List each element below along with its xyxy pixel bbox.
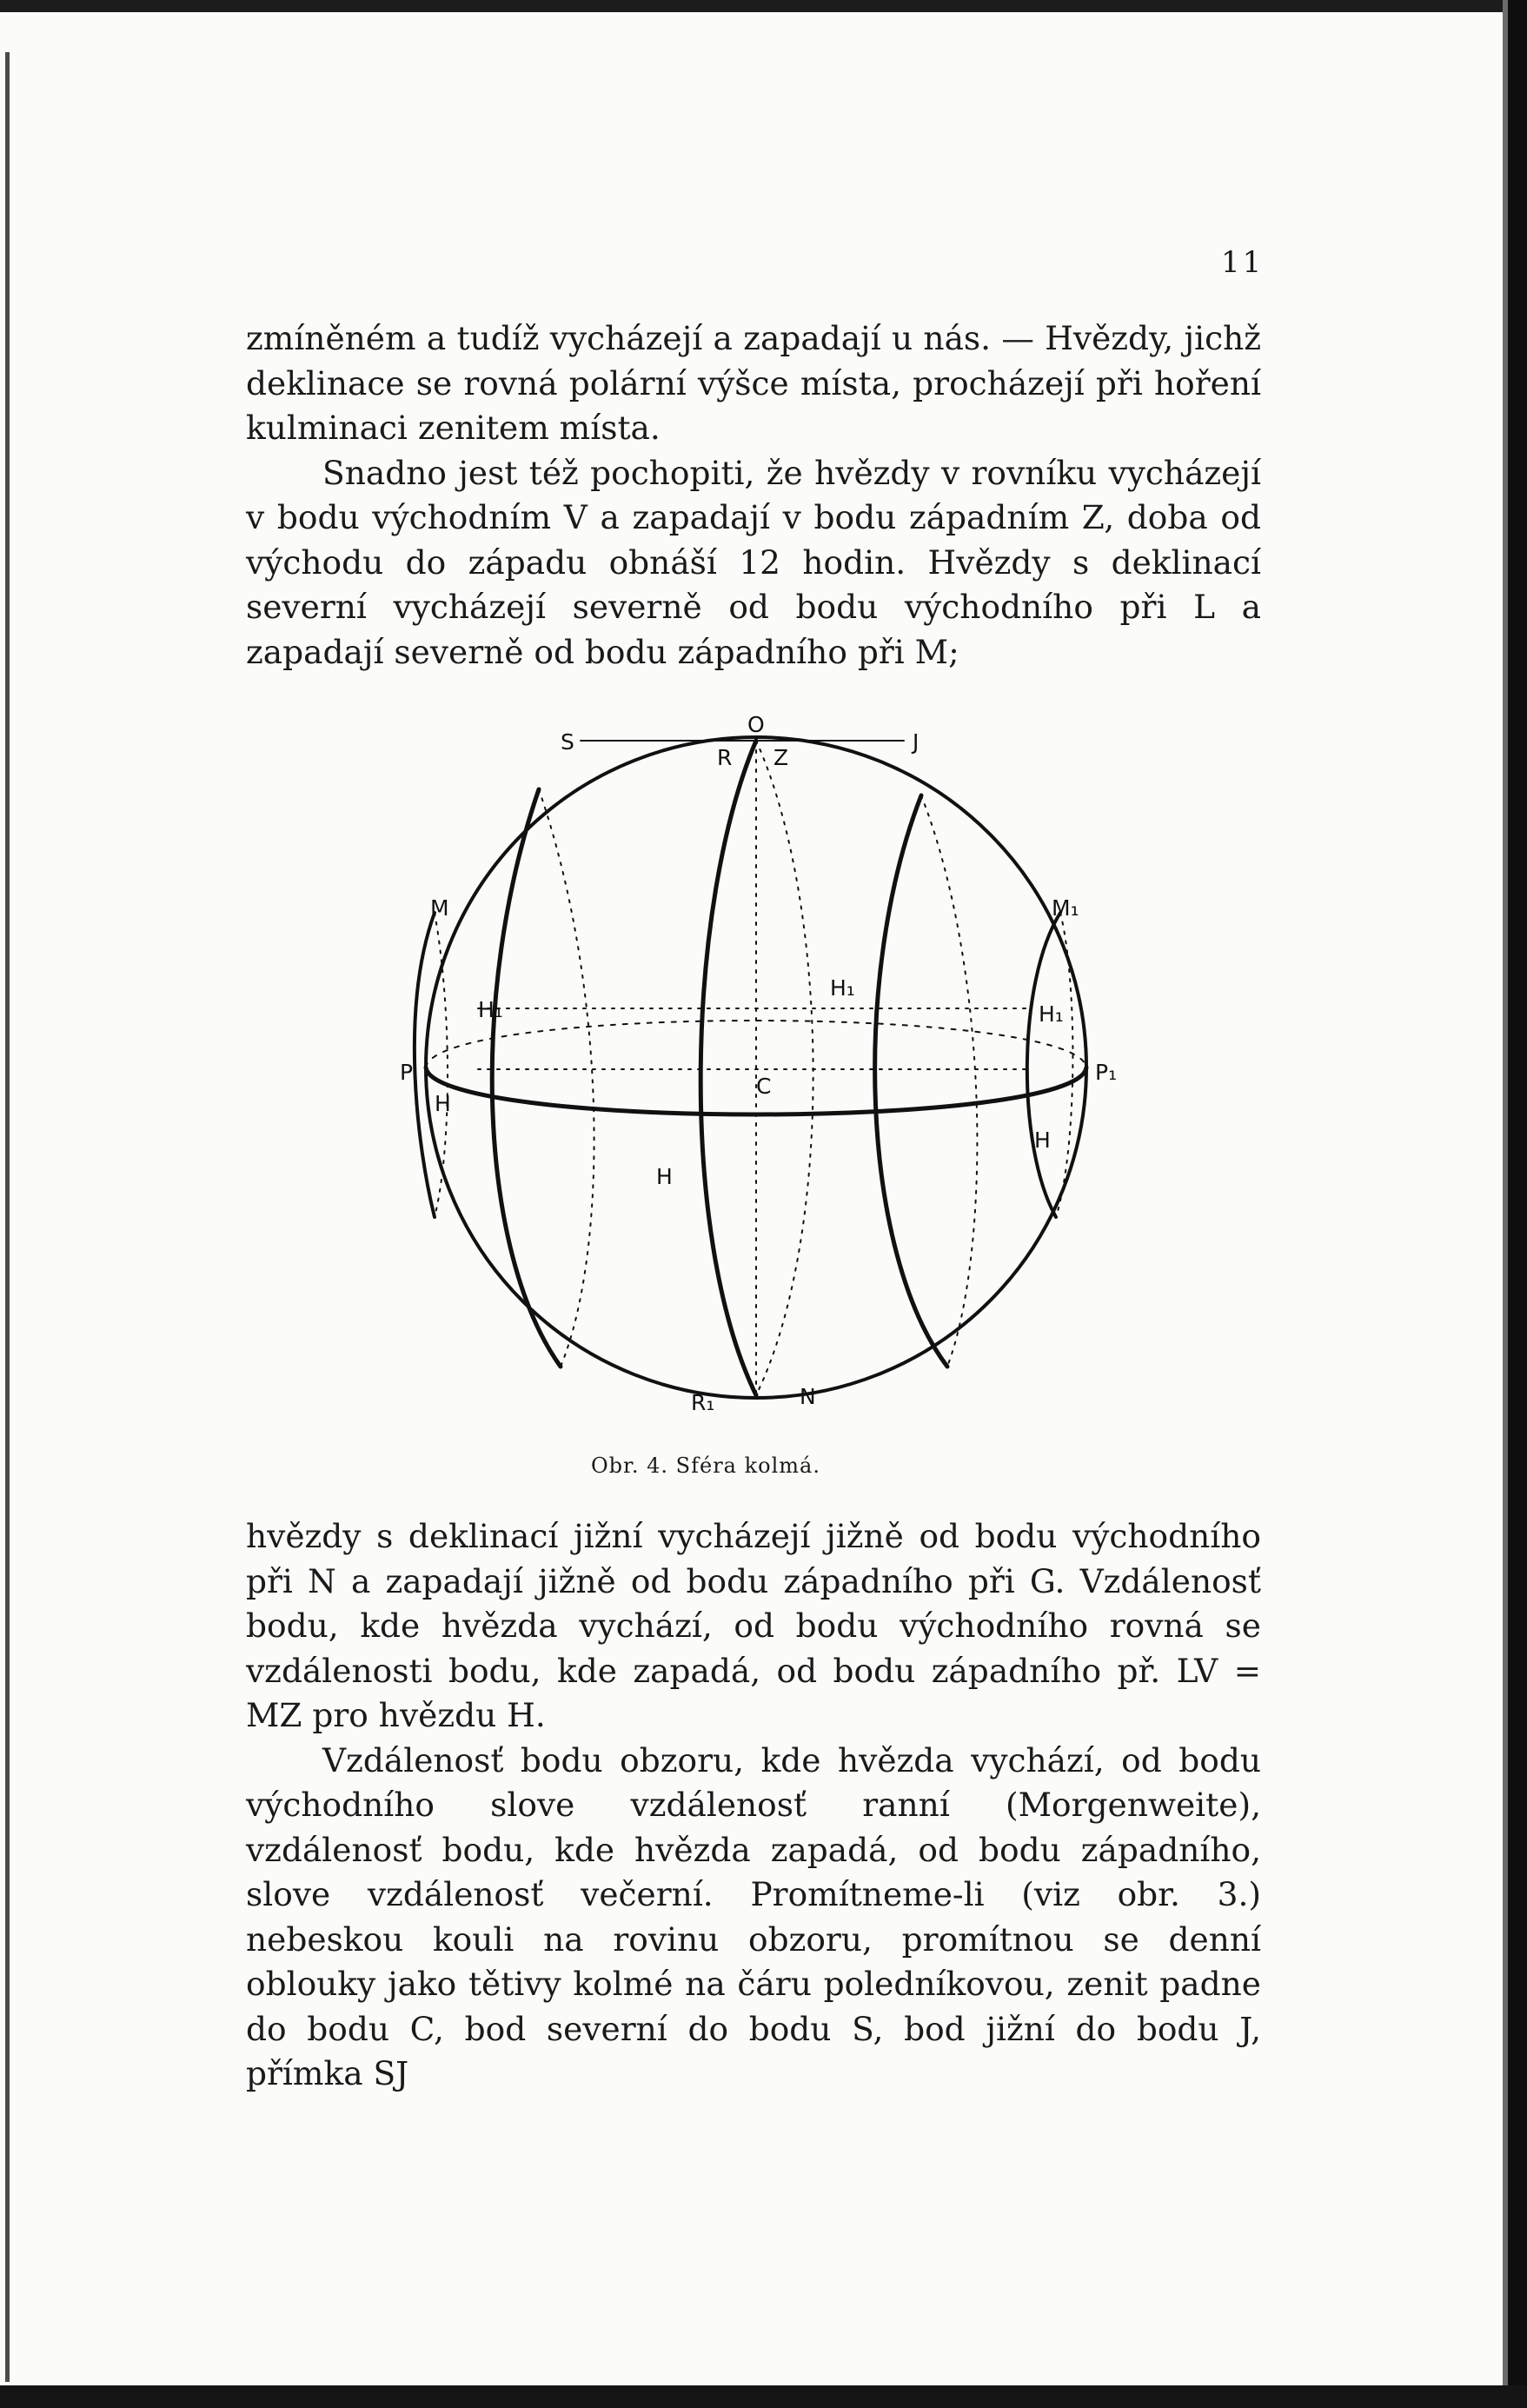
diurnal-arc-back bbox=[921, 795, 977, 1367]
label-N: N bbox=[800, 1384, 816, 1409]
sphere-diagram-svg bbox=[348, 695, 1118, 1434]
scan-border-top bbox=[0, 0, 1527, 12]
label-H1-right: H₁ bbox=[1039, 1001, 1064, 1027]
scan-border-left bbox=[5, 52, 10, 2382]
paragraph: Snadno jest též pochopiti, že hvězdy v rovníku vycházejí v bodu východním V a zapadají v bodu západním Z, doba od východu do západu obnáší 12 hodin. Hvězdy s deklinací severní vycházejí severně od bodu východního při L a zapadají severně od bodu západního při M; bbox=[246, 453, 1261, 671]
diurnal-arc-back bbox=[539, 789, 594, 1367]
paragraph: hvězdy s deklinací jižní vycházejí jižně od bodu východního při N a zapadají jižně od bodu západního při G. Vzdálenosť bodu, kde hvězda vychází, od bodu východního rovná se vzdálenosti bodu, kde zapadá, od bodu západního př. LV = MZ pro hvězdu H. bbox=[246, 1517, 1261, 1734]
label-P1: P₁ bbox=[1095, 1060, 1118, 1085]
diurnal-arc-right bbox=[875, 795, 947, 1367]
diurnal-arc-far-right bbox=[1027, 913, 1060, 1217]
label-M: M bbox=[430, 895, 449, 921]
label-R: R bbox=[717, 745, 733, 770]
paragraph: zmíněném a tudíž vycházejí a zapadají u nás. — Hvězdy, jichž deklinace se rovná polární výšce místa, procházejí při hoření kulminaci zenitem místa. bbox=[246, 319, 1261, 447]
label-M1: M₁ bbox=[1052, 895, 1079, 921]
sphere-diagram bbox=[348, 695, 1118, 1434]
label-H-right: H bbox=[1034, 1128, 1051, 1153]
label-O: O bbox=[747, 712, 765, 737]
top-text-block bbox=[246, 316, 1261, 675]
figure-caption: Obr. 4. Sféra kolmá. bbox=[591, 1453, 820, 1478]
label-R1: R₁ bbox=[691, 1390, 715, 1415]
label-Z: Z bbox=[773, 745, 789, 770]
label-S: S bbox=[561, 729, 574, 755]
label-C: C bbox=[756, 1074, 772, 1099]
label-H1-center: H₁ bbox=[830, 975, 855, 1001]
label-H-bottom: H bbox=[656, 1164, 673, 1189]
diurnal-arc-center bbox=[700, 741, 756, 1395]
bottom-text-block bbox=[246, 1514, 1261, 2097]
label-H1-left: H₁ bbox=[478, 997, 503, 1022]
label-H-left: H bbox=[435, 1091, 451, 1116]
scan-border-right bbox=[1508, 0, 1527, 2408]
scan-border-bottom bbox=[0, 2385, 1527, 2408]
label-P: P bbox=[400, 1060, 414, 1085]
paragraph: Vzdálenosť bodu obzoru, kde hvězda vychází, od bodu východního slove vzdálenosť ranní (Morgenweite), vzdálenosť bodu, kde hvězda zapadá, od bodu západního, slove vzdálenosť večerní. Promítneme-li (viz obr. 3.) nebeskou kouli na rovinu obzoru, promítnou se denní oblouky jako tětivy kolmé na čáru poledníkovou, zenit padne do bodu C, bod severní do bodu S, bod jižní do bodu J, přímka SJ bbox=[246, 1740, 1261, 2092]
page-number: 11 bbox=[1221, 245, 1265, 280]
label-J: J bbox=[913, 729, 920, 755]
diurnal-arc-back bbox=[756, 741, 813, 1395]
